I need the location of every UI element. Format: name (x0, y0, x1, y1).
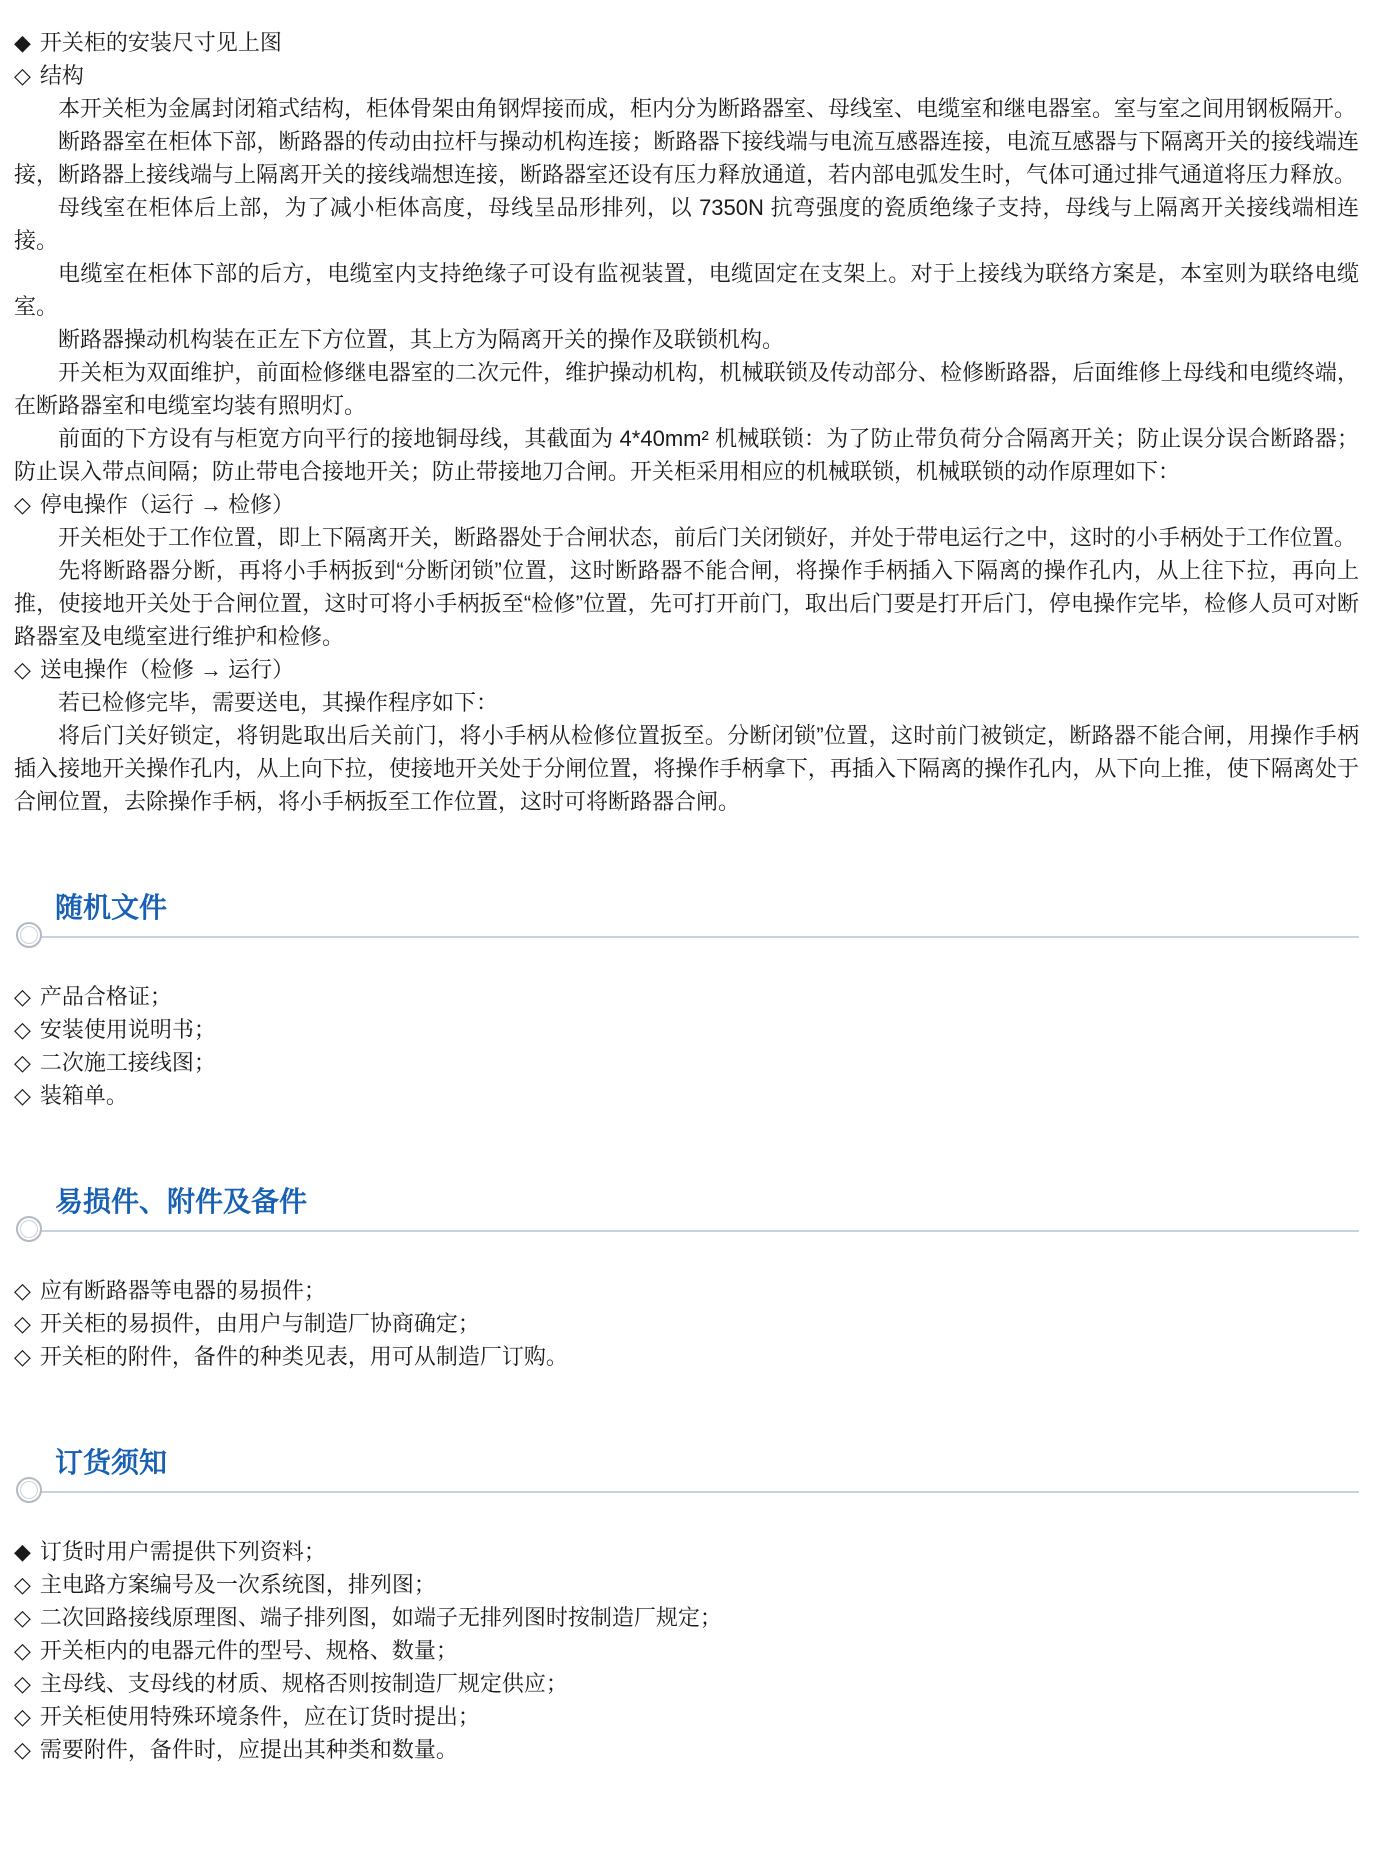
list-item (14, 1733, 1359, 1766)
diamond-hollow-icon: ◇ (14, 1638, 31, 1663)
diamond-hollow-icon: ◇ (14, 1572, 31, 1597)
section-item-list (14, 1274, 1359, 1373)
diamond-hollow-icon: ◇ (14, 1278, 31, 1303)
structure-paragraph: 本开关柜为金属封闭箱式结构，柜体骨架由角钢焊接而成，柜内分为断路器室、母线室、电缆室和继电器室。室与室之间用钢板隔开。 (58, 96, 1357, 121)
diamond-filled-icon: ◆ (14, 30, 31, 55)
section-title: 随机文件 (55, 892, 168, 923)
structure-paragraph: 电缆室在柜体下部的后方，电缆室内支持绝缘子可设有监视装置，电缆固定在支架上。对于上接线为联络方案是，本室则为联络电缆室。 (14, 261, 1359, 319)
list-item-text: 开关柜的易损件，由用户与制造厂协商确定； (39, 1311, 480, 1336)
power-on-title-text: 送电操作（检修 → 运行） (39, 657, 295, 682)
diamond-hollow-icon: ◇ (14, 1605, 31, 1630)
top-bullet-text: 结构 (39, 63, 84, 88)
diamond-hollow-icon: ◇ (14, 1344, 31, 1369)
section-divider (30, 1230, 1359, 1232)
power-on-title (14, 653, 1359, 686)
section-header (14, 890, 1359, 938)
section-divider (30, 936, 1359, 938)
list-item (14, 1568, 1359, 1601)
diamond-hollow-icon: ◇ (14, 1311, 31, 1336)
top-bullet-text: 开关柜的安装尺寸见上图 (39, 30, 282, 55)
structure-paragraph: 断路器室在柜体下部，断路器的传动由拉杆与操动机构连接；断路器下接线端与电流互感器连接，电流互感器与下隔离开关的接线端连接，断路器上接线端与上隔离开关的接线端想连接，断路器室还设有压力释放通道，若内部电弧发生时，气体可通过排气通道将压力释放。 (14, 129, 1359, 187)
power-on-paragraph: 将后门关好锁定，将钥匙取出后关前门，将小手柄从检修位置扳至。分断闭锁”位置，这时前门被锁定，断路器不能合闸，用操作手柄插入接地开关操作孔内，从上向下拉，使接地开关处于分闸位置，将操作手柄拿下，再插入下隔离的操作孔内，从下向上推，使下隔离处于合闸位置，去除操作手柄，将小手柄扳至工作位置，这时可将断路器合闸。 (14, 723, 1359, 814)
section-title: 订货须知 (55, 1447, 168, 1478)
diamond-hollow-icon: ◇ (14, 492, 31, 517)
diamond-filled-icon: ◆ (14, 1539, 31, 1564)
list-item-text: 开关柜内的电器元件的型号、规格、数量； (39, 1638, 458, 1663)
section-divider (30, 1491, 1359, 1493)
list-item (14, 1274, 1359, 1307)
list-item-text: 开关柜使用特殊环境条件，应在订货时提出； (39, 1704, 480, 1729)
section-ordering-instructions (14, 1445, 1359, 1766)
diamond-hollow-icon: ◇ (14, 63, 31, 88)
power-off-title (14, 488, 1359, 521)
diamond-hollow-icon: ◇ (14, 1671, 31, 1696)
list-item (14, 1601, 1359, 1634)
diamond-hollow-icon: ◇ (14, 1017, 31, 1042)
section-title: 易损件、附件及备件 (55, 1186, 308, 1217)
power-on-paragraph: 若已检修完毕，需要送电，其操作程序如下： (58, 690, 499, 715)
section-accompanying-documents (14, 890, 1359, 1112)
power-off-paragraph: 先将断路器分断，再将小手柄扳到“分断闭锁”位置，这时断路器不能合闸，将操作手柄插入下隔离的操作孔内，从上往下拉，再向上推，使接地开关处于合闸位置，这时可将小手柄扳至“检修”位置，先可打开前门，取出后门要是打开后门，停电操作完毕，检修人员可对断路器室及电缆室进行维护和检修。 (14, 558, 1359, 649)
double-ring-icon (16, 922, 42, 948)
section-item-list (14, 980, 1359, 1112)
list-item (14, 1013, 1359, 1046)
list-item-text: 二次施工接线图； (39, 1050, 216, 1075)
structure-paragraph: 断路器操动机构装在正左下方位置，其上方为隔离开关的操作及联锁机构。 (58, 327, 785, 352)
diamond-hollow-icon: ◇ (14, 984, 31, 1009)
list-item (14, 1079, 1359, 1112)
diamond-hollow-icon: ◇ (14, 1083, 31, 1108)
list-item (14, 1307, 1359, 1340)
diamond-hollow-icon: ◇ (14, 1704, 31, 1729)
section-item-list (14, 1535, 1359, 1766)
diamond-hollow-icon: ◇ (14, 657, 31, 682)
list-item-text: 二次回路接线原理图、端子排列图，如端子无排列图时按制造厂规定； (39, 1605, 722, 1630)
list-item (14, 1634, 1359, 1667)
section-header (14, 1445, 1359, 1493)
list-item (14, 1340, 1359, 1373)
list-item (14, 1535, 1359, 1568)
list-item-text: 安装使用说明书； (39, 1017, 216, 1042)
power-off-title-text: 停电操作（运行 → 检修） (39, 492, 295, 517)
list-item-text: 应有断路器等电器的易损件； (39, 1278, 326, 1303)
structure-paragraph: 开关柜为双面维护，前面检修继电器室的二次元件，维护操动机构，机械联锁及传动部分、检修断路器，后面维修上母线和电缆终端，在断路器室和电缆室均装有照明灯。 (14, 360, 1359, 418)
double-ring-icon (16, 1477, 42, 1503)
list-item (14, 1046, 1359, 1079)
diamond-hollow-icon: ◇ (14, 1050, 31, 1075)
list-item (14, 1700, 1359, 1733)
list-item (14, 1667, 1359, 1700)
list-item-text: 需要附件，备件时，应提出其种类和数量。 (39, 1737, 458, 1762)
section-header (14, 1184, 1359, 1232)
list-item-text: 装箱单。 (39, 1083, 128, 1108)
structure-paragraph: 前面的下方设有与柜宽方向平行的接地铜母线，其截面为 4*40mm² 机械联锁：为了防止带负荷分合隔离开关；防止误分误合断路器；防止误入带点间隔；防止带电合接地开关；防止带接地刀合闸。开关柜采用相应的机械联锁，机械联锁的动作原理如下： (14, 426, 1359, 484)
list-item-text: 主电路方案编号及一次系统图，排列图； (39, 1572, 436, 1597)
list-item-text: 订货时用户需提供下列资料； (39, 1539, 326, 1564)
diamond-hollow-icon: ◇ (14, 1737, 31, 1762)
top-bullet-install-note (14, 26, 1359, 59)
list-item (14, 980, 1359, 1013)
power-off-paragraph: 开关柜处于工作位置，即上下隔离开关，断路器处于合闸状态，前后门关闭锁好，并处于带电运行之中，这时的小手柄处于工作位置。 (58, 525, 1357, 550)
list-item-text: 主母线、支母线的材质、规格否则按制造厂规定供应； (39, 1671, 568, 1696)
list-item-text: 开关柜的附件，备件的种类见表，用可从制造厂订购。 (39, 1344, 568, 1369)
list-item-text: 产品合格证； (39, 984, 172, 1009)
section-wearing-parts (14, 1184, 1359, 1373)
structure-paragraph: 母线室在柜体后上部，为了减小柜体高度，母线呈品形排列，以 7350N 抗弯强度的瓷质绝缘子支持，母线与上隔离开关接线端相连接。 (14, 195, 1359, 253)
top-bullet-structure (14, 59, 1359, 92)
double-ring-icon (16, 1216, 42, 1242)
